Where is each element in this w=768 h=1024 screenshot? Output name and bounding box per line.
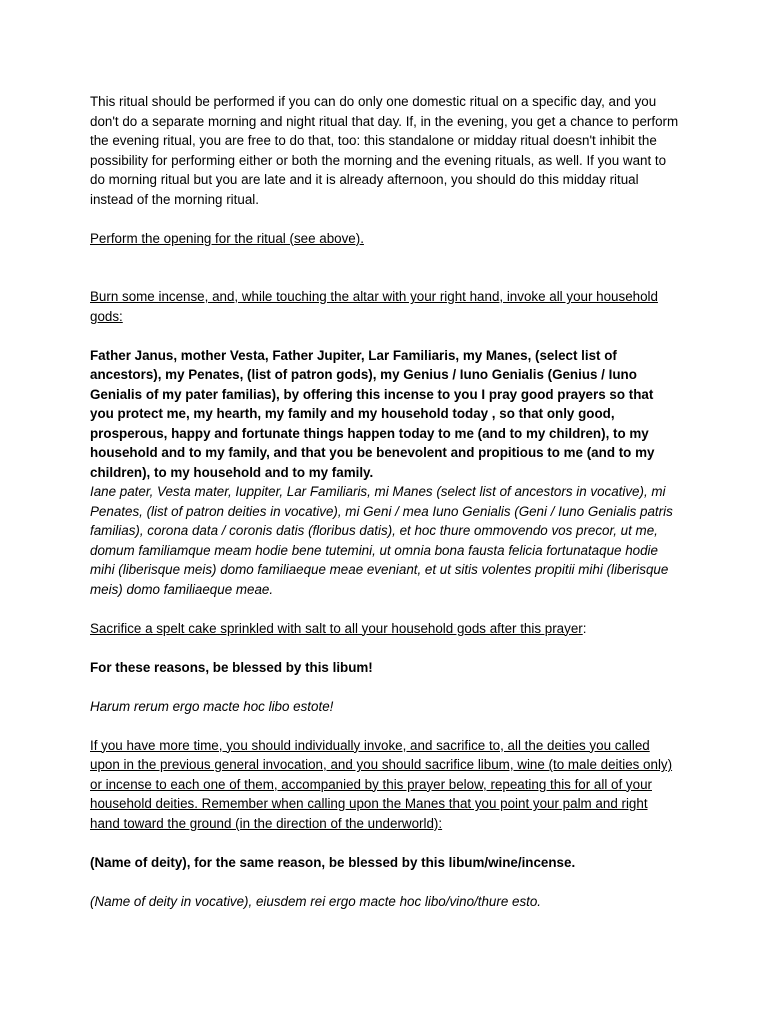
individual-instruction-text: If you have more time, you should individually invoke, and sacrifice to, all the deities you called upon in the previous general invocation, and you should sacrifice libum, wine (to male deities only) or incense to each one of them, accompanied by this prayer below, repeating this for all of your household deities. Remember when calling upon the Manes that you point your palm and right hand toward the ground (in the direction of the underworld): bbox=[90, 737, 673, 831]
opening-instruction bbox=[90, 229, 680, 249]
incense-instruction-text: Burn some incense, and, while touching the altar with your right hand, invoke all your household gods: bbox=[90, 289, 658, 324]
deity-prayer-latin: (Name of deity in vocative), eiusdem rei ergo macte hoc libo/vino/thure esto. bbox=[90, 893, 542, 909]
sacrifice-instruction-colon: : bbox=[582, 620, 587, 636]
incense-instruction bbox=[90, 287, 680, 326]
document-page bbox=[90, 92, 680, 911]
blessing-latin: Harum rerum ergo macte hoc libo estote! bbox=[90, 698, 334, 714]
invocation-english: Father Janus, mother Vesta, Father Jupiter, Lar Familiaris, my Manes, (select list of ancestors), my Penates, (list of patron gods), my Genius / Iuno Genialis (Genius / Iuno Genialis of my pater familias), by offering this incense to you I pray good prayers so that you protect me, my hearth, my family and my household today , so that only good, prosperous, happy and fortunate things happen today to me (and to my children), to my household and to my family, and that you be benevolent and propitious to me (and to my children), to my household and to my family. bbox=[90, 347, 655, 480]
blessing-english: For these reasons, be blessed by this libum! bbox=[90, 659, 373, 675]
sacrifice-instruction-text: Sacrifice a spelt cake sprinkled with salt to all your household gods after this prayer bbox=[90, 620, 583, 636]
individual-instruction bbox=[90, 736, 680, 834]
invocation-latin: Iane pater, Vesta mater, Iuppiter, Lar Familiaris, mi Manes (select list of ancestors in vocative), mi Penates, (list of patron deities in vocative), mi Geni / mea Iuno Genialis (Geni / Iuno Genialis patris familias), corona data / coronis datis (floribus datis), et hoc thure ommovendo vos precor, ut me, domum familiamque meam hodie bene tutemini, ut omnia bona fausta felicia fortunataque hodie mihi (liberisque meis) domo familiaeque meae eveniant, et ut sitis volentes propitii mihi (liberisque meis) domo familiaeque meae. bbox=[90, 484, 673, 597]
deity-prayer-english: (Name of deity), for the same reason, be blessed by this libum/wine/incense. bbox=[90, 854, 576, 870]
sacrifice-instruction bbox=[90, 619, 680, 639]
opening-instruction-text: Perform the opening for the ritual (see above). bbox=[90, 230, 364, 246]
intro-paragraph: This ritual should be performed if you can do only one domestic ritual on a specific day, and you don't do a separate morning and night ritual that day. If, in the evening, you get a chance to perform the evening ritual, you are free to do that, too: this standalone or midday ritual doesn't inhibit the possibility for performing either or both the morning and the evening rituals, as well. If you want to do morning ritual but you are late and it is already afternoon, you should do this midday ritual instead of the morning ritual. bbox=[90, 94, 679, 207]
